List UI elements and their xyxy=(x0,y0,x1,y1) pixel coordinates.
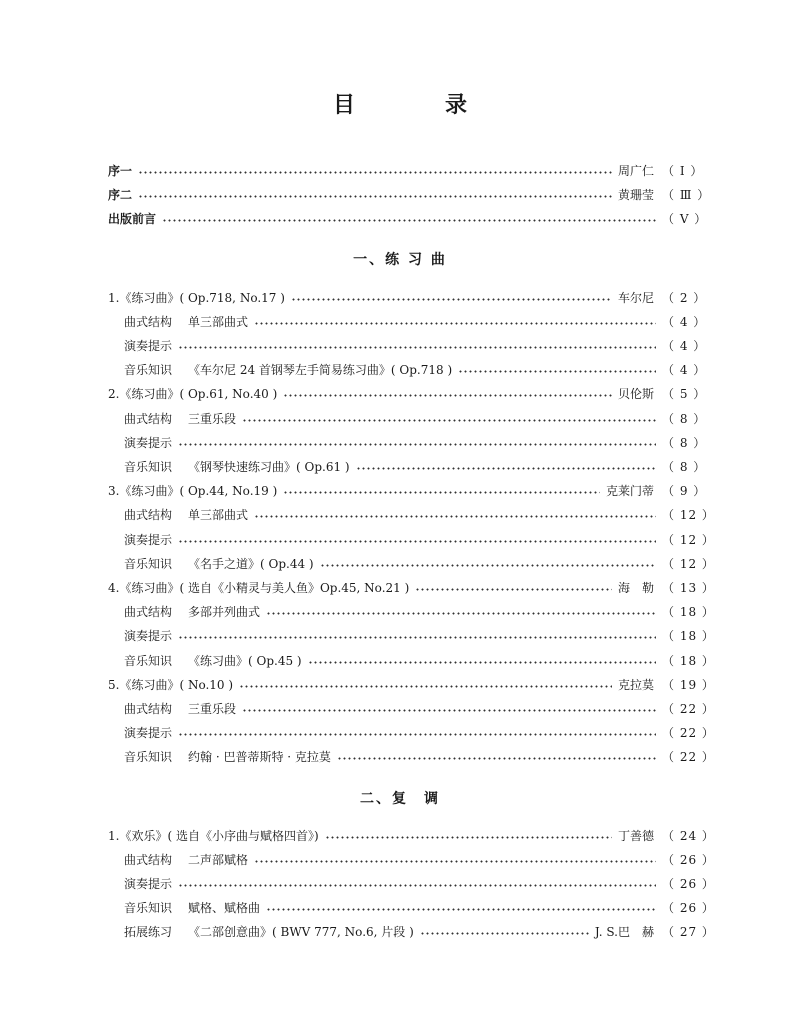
dot-leader xyxy=(356,467,656,470)
entry-author: 车尔尼 xyxy=(617,290,654,305)
dot-leader xyxy=(178,733,656,736)
entry-description: 《练习曲》( Op.45 ) xyxy=(188,653,302,668)
entry-label: 拓展练习 xyxy=(124,925,173,940)
toc-entry-subsection[interactable] xyxy=(124,528,715,550)
entry-description: 二声部赋格 xyxy=(188,852,249,867)
toc-entry-subsection[interactable] xyxy=(124,897,715,919)
entry-description: 三重乐段 xyxy=(188,411,237,426)
dot-leader xyxy=(138,195,612,198)
entry-description: 单三部曲式 xyxy=(188,508,249,523)
entry-label: 演奏提示 xyxy=(124,338,173,353)
entry-label: 音乐知识 xyxy=(124,901,173,916)
toc-entry-subsection[interactable] xyxy=(124,431,707,453)
entry-page: （ 8 ） xyxy=(662,459,707,474)
entry-label: 曲式结构 xyxy=(124,508,173,523)
toc-entry-piece[interactable] xyxy=(108,673,715,695)
toc-entry-preface-1[interactable] xyxy=(108,159,704,181)
entry-description: 《名手之道》( Op.44 ) xyxy=(188,556,314,571)
toc-entry-subsection[interactable] xyxy=(124,310,707,332)
entry-page: （ 18 ） xyxy=(662,653,715,668)
toc-entry-subsection[interactable] xyxy=(124,625,715,647)
entry-label: 1.《练习曲》( Op.718, No.17 ) xyxy=(108,290,285,305)
dot-leader xyxy=(420,932,589,935)
entry-label: 3.《练习曲》( Op.44, No.19 ) xyxy=(108,484,278,499)
entry-author: 克拉莫 xyxy=(617,677,654,692)
dot-leader xyxy=(178,346,656,349)
entry-label: 音乐知识 xyxy=(124,459,173,474)
toc-entry-subsection[interactable] xyxy=(124,504,715,526)
entry-page: （ 27 ） xyxy=(662,925,715,940)
toc-entry-subsection[interactable] xyxy=(124,359,707,381)
dot-leader xyxy=(239,685,612,688)
entry-label: 曲式结构 xyxy=(124,605,173,620)
dot-leader xyxy=(283,394,612,397)
entry-page: （ 22 ） xyxy=(662,750,715,765)
entry-label: 演奏提示 xyxy=(124,726,173,741)
entry-author: 贝伦斯 xyxy=(617,387,654,402)
toc-entry-subsection[interactable] xyxy=(124,455,707,477)
entry-page: （ 4 ） xyxy=(662,363,707,378)
toc-entry-subsection[interactable] xyxy=(124,334,707,356)
entry-description: 多部并列曲式 xyxy=(188,605,261,620)
dot-leader xyxy=(266,908,656,911)
dot-leader xyxy=(178,540,656,543)
toc-entry-piece[interactable] xyxy=(108,286,707,308)
toc-entry-piece[interactable] xyxy=(108,824,715,846)
toc-entry-piece[interactable] xyxy=(108,576,715,598)
entry-page: （ 22 ） xyxy=(662,726,715,741)
dot-leader xyxy=(254,515,656,518)
entry-author: 周广仁 xyxy=(617,163,654,178)
entry-author: 克莱门蒂 xyxy=(605,484,654,499)
entry-page: （ 5 ） xyxy=(662,387,707,402)
entry-label: 1.《欢乐》( 选自《小序曲与赋格四首》) xyxy=(108,828,319,843)
dot-leader xyxy=(138,171,612,174)
entry-description: 单三部曲式 xyxy=(188,314,249,329)
toc-entry-preface-2[interactable] xyxy=(108,183,711,205)
dot-leader xyxy=(254,860,656,863)
entry-label: 音乐知识 xyxy=(124,750,173,765)
entry-page: （ 4 ） xyxy=(662,338,707,353)
dot-leader xyxy=(291,298,612,301)
entry-page: （ 8 ） xyxy=(662,411,707,426)
entry-label: 曲式结构 xyxy=(124,314,173,329)
entry-page: （ 9 ） xyxy=(662,484,707,499)
entry-author: 丁善德 xyxy=(617,828,654,843)
dot-leader xyxy=(254,322,656,325)
entry-label: 序一 xyxy=(108,163,133,178)
toc-entry-subsection[interactable] xyxy=(124,848,715,870)
entry-page: （ 12 ） xyxy=(662,532,715,547)
entry-page: （ Ⅴ ） xyxy=(662,211,708,226)
entry-label: 演奏提示 xyxy=(124,532,173,547)
entry-page: （ 24 ） xyxy=(662,828,715,843)
entry-description: 《钢琴快速练习曲》( Op.61 ) xyxy=(188,459,350,474)
entry-description: 《二部创意曲》( BWV 777, No.6, 片段 ) xyxy=(188,925,414,940)
entry-description: 三重乐段 xyxy=(188,701,237,716)
toc-entry-subsection[interactable] xyxy=(124,872,715,894)
section-heading-etudes: 一、练 习 曲 xyxy=(353,252,447,268)
toc-entry-subsection[interactable] xyxy=(124,921,715,943)
entry-page: （ 13 ） xyxy=(662,580,715,595)
entry-label: 演奏提示 xyxy=(124,629,173,644)
entry-page: （ 18 ） xyxy=(662,629,715,644)
dot-leader xyxy=(266,612,656,615)
page-title: 目 录 xyxy=(332,92,501,118)
entry-label: 曲式结构 xyxy=(124,411,173,426)
toc-entry-piece[interactable] xyxy=(108,480,707,502)
entry-label: 4.《练习曲》( 选自《小精灵与美人鱼》Op.45, No.21 ) xyxy=(108,580,410,595)
entry-description: 赋格、赋格曲 xyxy=(188,901,261,916)
entry-label: 音乐知识 xyxy=(124,556,173,571)
entry-page: （ Ⅲ ） xyxy=(662,187,711,202)
dot-leader xyxy=(242,709,656,712)
toc-entry-subsection[interactable] xyxy=(124,746,715,768)
entry-label: 曲式结构 xyxy=(124,701,173,716)
dot-leader xyxy=(178,443,656,446)
dot-leader xyxy=(283,491,600,494)
entry-label: 出版前言 xyxy=(108,211,157,226)
dot-leader xyxy=(325,836,612,839)
entry-page: （ 22 ） xyxy=(662,701,715,716)
dot-leader xyxy=(178,636,656,639)
dot-leader xyxy=(458,370,656,373)
entry-label: 音乐知识 xyxy=(124,653,173,668)
entry-page: （ 12 ） xyxy=(662,556,715,571)
entry-page: （ Ⅰ ） xyxy=(662,163,704,178)
toc-entry-subsection[interactable] xyxy=(124,407,707,429)
dot-leader xyxy=(162,219,656,222)
entry-page: （ 4 ） xyxy=(662,314,707,329)
entry-label: 音乐知识 xyxy=(124,363,173,378)
entry-page: （ 19 ） xyxy=(662,677,715,692)
dot-leader xyxy=(415,588,612,591)
entry-label: 序二 xyxy=(108,187,133,202)
toc-entry-piece[interactable] xyxy=(108,383,707,405)
dot-leader xyxy=(320,564,656,567)
entry-page: （ 26 ） xyxy=(662,901,715,916)
entry-label: 曲式结构 xyxy=(124,852,173,867)
toc-entry-subsection[interactable] xyxy=(124,649,715,671)
entry-page: （ 26 ） xyxy=(662,876,715,891)
section-heading-polyphony: 二、复 调 xyxy=(360,791,440,807)
entry-page: （ 26 ） xyxy=(662,852,715,867)
entry-label: 2.《练习曲》( Op.61, No.40 ) xyxy=(108,387,278,402)
toc-entry-subsection[interactable] xyxy=(124,697,715,719)
dot-leader xyxy=(337,757,656,760)
entry-page: （ 2 ） xyxy=(662,290,707,305)
entry-page: （ 18 ） xyxy=(662,605,715,620)
entry-label: 演奏提示 xyxy=(124,435,173,450)
entry-author: J. S.巴 赫 xyxy=(594,925,654,940)
dot-leader xyxy=(308,661,656,664)
entry-page: （ 12 ） xyxy=(662,508,715,523)
toc-entry-subsection[interactable] xyxy=(124,601,715,623)
entry-label: 5.《练习曲》( No.10 ) xyxy=(108,677,234,692)
dot-leader xyxy=(178,884,656,887)
toc-entry-publisher-preface[interactable] xyxy=(108,207,708,229)
entry-description: 《车尔尼 24 首钢琴左手简易练习曲》( Op.718 ) xyxy=(188,363,453,378)
entry-page: （ 8 ） xyxy=(662,435,707,450)
toc-entry-subsection[interactable] xyxy=(124,722,715,744)
dot-leader xyxy=(242,419,656,422)
toc-entry-subsection[interactable] xyxy=(124,552,715,574)
entry-author: 海 勒 xyxy=(617,580,654,595)
entry-label: 演奏提示 xyxy=(124,876,173,891)
entry-author: 黄珊莹 xyxy=(617,187,654,202)
entry-description: 约翰 · 巴普蒂斯特 · 克拉莫 xyxy=(188,750,331,765)
